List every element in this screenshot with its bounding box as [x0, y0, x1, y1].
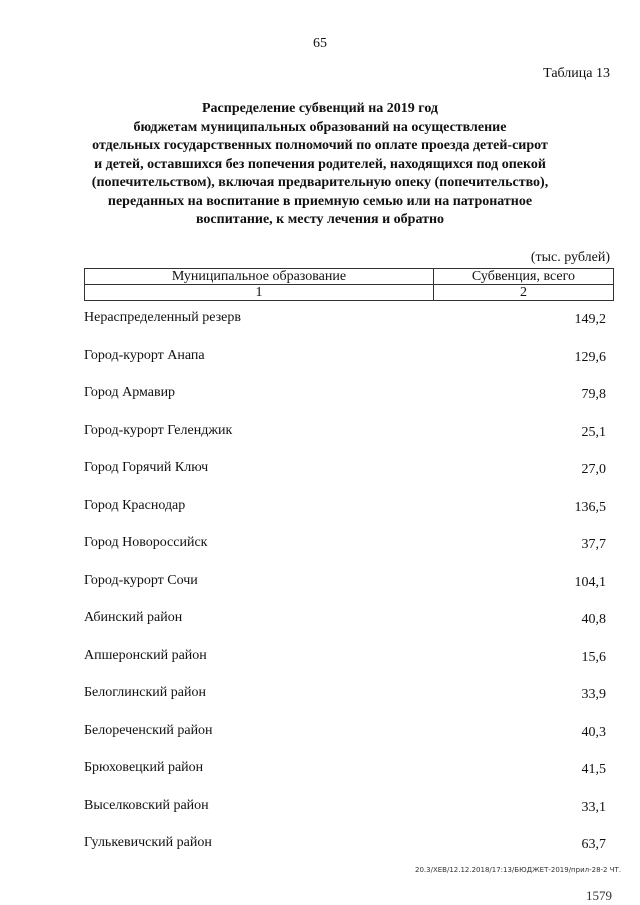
municipality-name: Брюховецкий район [84, 760, 204, 775]
subvention-value: 79,8 [581, 387, 606, 402]
municipality-name: Город-курорт Анапа [84, 347, 205, 363]
header-row [85, 269, 614, 285]
municipality-name: Город Краснодар [84, 497, 186, 513]
subvention-value: 27,0 [581, 462, 606, 477]
units-label: (тыс. рублей) [530, 250, 610, 265]
table-row [84, 565, 614, 603]
table-row [84, 527, 614, 565]
table-body [84, 302, 614, 865]
title-line: Распределение субвенций на 2019 год [202, 101, 438, 116]
municipality-name: Гулькевичский район [84, 835, 212, 850]
footer-sheet-number: 1579 [586, 888, 612, 903]
municipality-name: Город-курорт Сочи [84, 572, 198, 588]
municipality-name: Город-курорт Геленджик [84, 422, 233, 438]
document-title [80, 100, 560, 230]
table-row [84, 752, 614, 790]
title-line: (попечительством), включая предварительную опеку (попечительство), [91, 175, 549, 190]
table-header [84, 268, 614, 301]
subvention-value: 40,3 [581, 724, 606, 740]
table-label: Таблица 13 [543, 66, 610, 81]
table-row [84, 827, 614, 865]
table-row [84, 490, 614, 528]
municipality-name: Белореченский район [84, 722, 213, 738]
municipality-name: Апшеронский район [84, 647, 207, 663]
subvention-value: 104,1 [574, 574, 606, 590]
page-number: 65 [313, 36, 327, 51]
column-number-2: 2 [433, 285, 613, 301]
footer-document-code: 20.3/ХЕВ/12.12.2018/17:13/БЮДЖЕТ-2019/прил-28-2 ЧТ. [415, 866, 622, 874]
table-row [84, 340, 614, 378]
municipality-name: Город Горячий Ключ [84, 460, 209, 475]
subvention-value: 136,5 [574, 499, 606, 515]
subvention-value: 25,1 [581, 424, 606, 440]
column-header-municipality: Муниципальное образование [85, 269, 434, 285]
title-line: переданных на воспитание в приемную семью или на патронатное [107, 193, 533, 209]
subvention-value: 37,7 [581, 537, 606, 552]
column-header-subvention: Субвенция, всего [433, 269, 613, 285]
table-row [84, 415, 614, 453]
municipality-name: Белоглинский район [84, 685, 206, 700]
subvention-value: 33,1 [581, 799, 606, 815]
title-line: отдельных государственных полномочий по оплате проезда детей-сирот [92, 138, 548, 153]
subvention-value: 40,8 [581, 612, 606, 627]
municipality-name: Выселковский район [84, 797, 209, 813]
table-row [84, 715, 614, 753]
municipality-name: Абинский район [84, 610, 183, 625]
table-row [84, 677, 614, 715]
title-line: воспитание, к месту лечения и обратно [195, 212, 445, 227]
table-row [84, 302, 614, 340]
column-number-row [85, 285, 614, 301]
table-row [84, 640, 614, 678]
municipality-name: Город Новороссийск [84, 535, 208, 550]
subvention-value: 41,5 [581, 762, 606, 777]
table-row [84, 377, 614, 415]
municipality-name: Город Армавир [84, 385, 176, 400]
subvention-value: 15,6 [581, 649, 606, 665]
subvention-value: 63,7 [581, 837, 606, 852]
municipality-name: Нераспределенный резерв [84, 310, 241, 325]
title-line: бюджетам муниципальных образований на осуществление [133, 119, 507, 135]
table-row [84, 790, 614, 828]
table-row [84, 602, 614, 640]
subvention-value: 149,2 [574, 312, 606, 327]
subvention-value: 33,9 [581, 687, 606, 702]
title-line: и детей, оставшихся без попечения родителей, находящихся под опекой [94, 156, 546, 172]
subvention-value: 129,6 [574, 349, 606, 365]
table-row [84, 452, 614, 490]
column-number-1: 1 [85, 285, 434, 301]
